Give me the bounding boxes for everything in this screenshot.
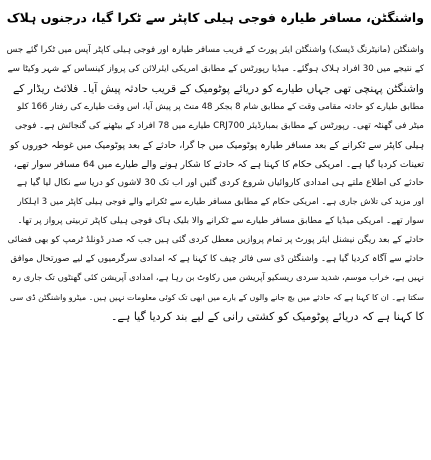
article-body-line: تعینات کردیا گیا ہے۔ امریکی حکام کا کہنا ہے کہ حادثے کا شکار ہونے والے طیارے میں 64 مسافر سوار تھے،	[13, 159, 424, 170]
article-body-line: واشنگٹن پہنچی تھی جہاں طیارے کو دریائے پوٹومیک کے قریب حادثہ پیش آیا۔ فلائٹ ریڈار کے	[12, 82, 424, 95]
article-body-line: حادثے کے بعد ریگن نیشنل ایئر پورٹ پر تمام پروازیں معطل کردی گئی ہیں جب کہ صدر ڈونلڈ ٹرمپ کو بھی فضائی	[7, 235, 424, 245]
article-body-line: مطابق طیارے کو حادثہ مقامی وقت کے مطابق شام 8 بجکر 48 منٹ پر پیش آیا، اس وقت طیارے کی رفتار 166 کلو	[17, 102, 424, 112]
article-body	[7, 41, 424, 326]
article-body-line: سکتا ہے۔ ان کا کہنا ہے کہ حادثے میں بچ جانے والوں کے بارے میں ابھی تک کوئی معلومات نہیں ہیں۔ میٹرو واشنگٹن ڈی سی	[9, 293, 424, 302]
article-headline: واشنگٹن، مسافر طیارہ فوجی ہیلی کاپٹر سے ٹکرا گیا، درجنوں ہلاک	[7, 10, 424, 25]
article-body-line: حادثے سے آگاہ کردیا گیا ہے۔ واشنگٹن ڈی سی فائر چیف کا کہنا ہے کہ امدادی سرگرمیوں کے لیے صورتحال موافق	[10, 254, 424, 264]
article-body-line: کا کہنا ہے کہ دریائے پوٹومیک کو کشتی رانی کے لیے بند کردیا گیا ہے۔	[110, 310, 424, 323]
article-body-line: سوار تھے۔ امریکی میڈیا کے مطابق مسافر طیارے سے ٹکرانے والا بلیک ہاک فوجی ہیلی کاپٹر تربیتی پرواز پر تھا۔	[17, 216, 424, 226]
article-body-line: میٹر فی گھنٹہ تھی۔ رپورٹس کے مطابق بمبارڈیئر CRJ700 طیارے میں 78 افراد کے بیٹھنے کی گنجائش ہے۔ فوجی	[14, 121, 424, 131]
article-body-line: نہیں ہے، خراب موسم، شدید سردی ریسکیو آپریشن میں رکاوٹ بن رہا ہے، امدادی آپریشن کئی گھنٹوں تک جاری رہ	[11, 273, 424, 283]
article-body-line: حادثے کی اطلاع ملتے ہی امدادی کاروائیاں شروع کردی گئیں اور اب تک 30 لاشوں کو دریا سے نکال لیا گیا ہے	[16, 178, 424, 188]
article-body-line: واشنگٹن (مانیٹرنگ ڈیسک) واشنگٹن ایئر پورٹ کے قریب مسافر طیارہ اور فوجی ہیلی کاپٹر آپس میں ٹکرا گئے جس	[7, 45, 424, 55]
article-body-line: اور مزید کی تلاش جاری ہے۔ امریکی حکام کے مطابق مسافر طیارے سے ٹکرانے والے فوجی ہیلی کاپٹر میں 3 اہلکار	[17, 197, 424, 207]
article-body-line: کے نتیجے میں 30 افراد ہلاک ہوگئے۔ میڈیا رپورٹس کے مطابق امریکی ایئرلائن کی پرواز کینساس کے شہر وکیٹا سے	[7, 64, 424, 74]
article-body-line: ہیلی کاپٹر سے ٹکرانے کے بعد مسافر طیارہ پوٹومیک میں جا گرا، حادثے کے بعد پوٹومیک میں غوطہ خوروں کو	[10, 140, 424, 151]
